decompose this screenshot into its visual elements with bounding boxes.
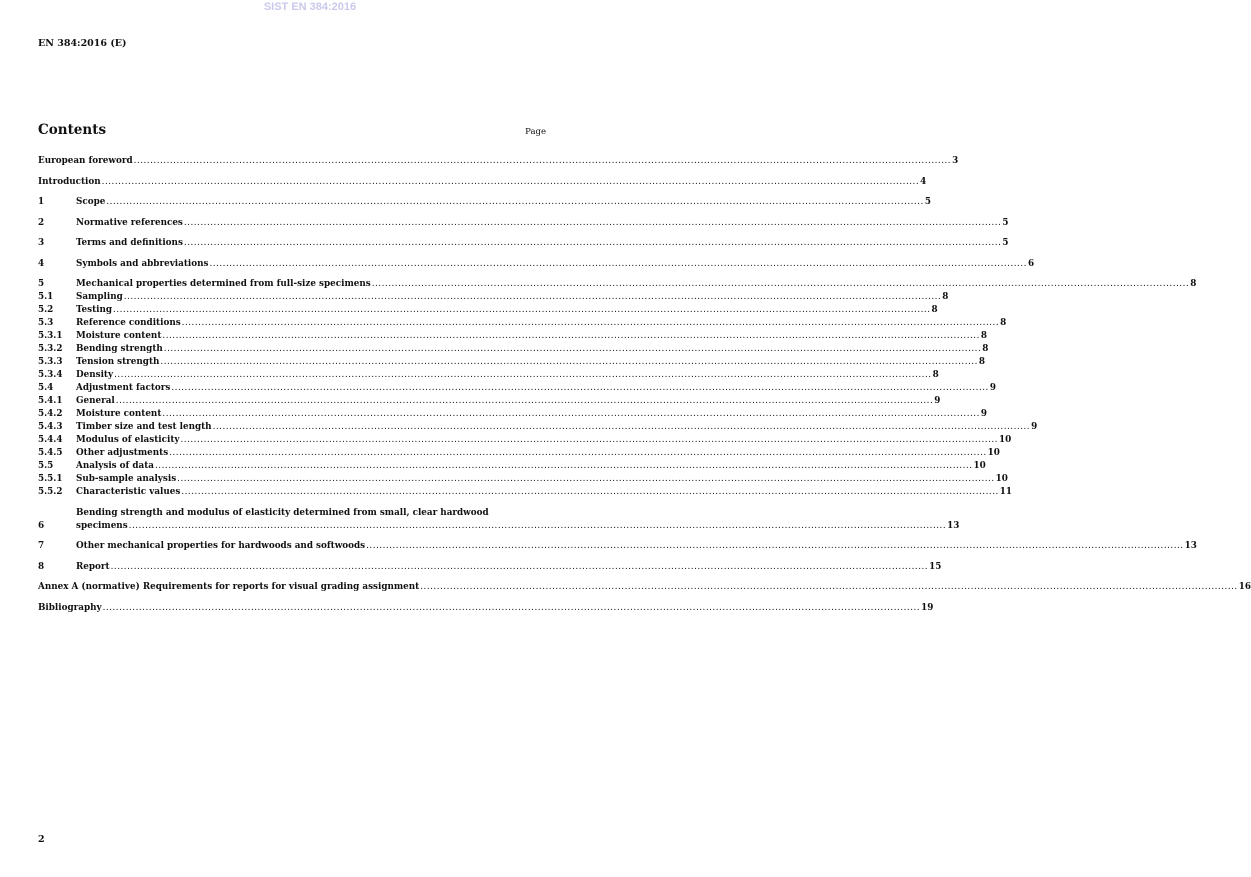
dot-leader — [169, 447, 986, 460]
toc-entry-title: Modulus of elasticity — [76, 435, 180, 445]
dot-leader — [184, 217, 1001, 230]
toc-entry-page: 13 — [1184, 541, 1197, 551]
toc-entry-number: 8 — [38, 561, 45, 572]
toc-entry-page: 8 — [1190, 279, 1197, 289]
toc-entry[interactable] — [38, 434, 1012, 447]
toc-entry-title: Tension strength — [76, 357, 160, 367]
toc-entry-title: Bending strength and modulus of elasticity determined from small, clear hardwood — [76, 507, 489, 518]
toc-entry-title: Testing — [76, 305, 113, 315]
toc-entry-title: Mechanical properties determined from full-size specimens — [76, 279, 371, 289]
toc-entry-page: 8 — [932, 370, 939, 380]
toc-entry-title: Scope — [76, 197, 106, 207]
dot-leader — [111, 561, 928, 574]
document-id: EN 384:2016 (E) — [38, 38, 127, 49]
table-of-contents — [38, 155, 1251, 615]
toc-entry-number: 5.5 — [38, 461, 54, 471]
toc-entry-number: 5.3.1 — [38, 331, 63, 341]
toc-entry-page: 8 — [1000, 318, 1007, 328]
toc-entry[interactable] — [38, 382, 996, 395]
dot-leader — [181, 434, 998, 447]
toc-entry-number: 7 — [38, 541, 45, 551]
toc-entry-title: Moisture content — [76, 331, 162, 341]
toc-entry-number: 4 — [38, 258, 45, 269]
dot-leader — [162, 408, 979, 421]
toc-entry[interactable] — [38, 561, 942, 574]
toc-entry-number: 5.4.5 — [38, 448, 63, 458]
toc-entry-number: 5.4 — [38, 383, 54, 393]
toc-entry-page: 13 — [947, 520, 960, 531]
toc-entry-number: 3 — [38, 238, 45, 248]
toc-entry-page: 19 — [921, 602, 934, 613]
toc-entry-number: 5.3.4 — [38, 370, 63, 380]
toc-entry-number: 5.5.2 — [38, 487, 63, 497]
toc-entry[interactable] — [38, 278, 1197, 291]
toc-entry-page: 3 — [952, 156, 959, 166]
toc-entry-title: Sampling — [76, 292, 123, 302]
toc-entry-page: 10 — [995, 474, 1008, 484]
dot-leader — [184, 237, 1001, 250]
toc-entry-title: Characteristic values — [76, 487, 181, 497]
toc-entry-page: 5 — [924, 197, 931, 207]
dot-leader — [164, 343, 981, 356]
toc-entry-page: 8 — [980, 331, 988, 341]
toc-entry-number: 2 — [38, 217, 45, 228]
toc-entry-title: General — [76, 396, 115, 406]
dot-leader — [162, 330, 979, 343]
toc-entry-page: 8 — [982, 344, 989, 354]
toc-entry-page: 9 — [934, 396, 941, 406]
dot-leader — [177, 473, 994, 486]
toc-entry-number: 1 — [38, 197, 45, 207]
toc-entry-title: Annex A (normative) Requirements for reports for visual grading assignment — [38, 582, 420, 592]
dot-leader — [182, 317, 999, 330]
toc-entry-title: Terms and definitions — [76, 238, 183, 248]
toc-entry[interactable] — [38, 602, 934, 615]
toc-entry-page: 4 — [920, 176, 927, 187]
contents-heading: Contents — [38, 122, 107, 138]
toc-entry-page: 8 — [942, 292, 949, 302]
toc-entry-number: 5.4.3 — [38, 422, 63, 432]
toc-entry-number: 5.3.3 — [38, 357, 63, 367]
toc-entry-title: Timber size and test length — [76, 422, 212, 432]
toc-entry[interactable] — [38, 369, 939, 382]
toc-entry-title: European foreword — [38, 156, 133, 166]
dot-leader — [372, 278, 1189, 291]
toc-entry-title: Analysis of data — [76, 461, 155, 471]
toc-entry[interactable] — [38, 258, 1035, 271]
dot-leader — [155, 460, 972, 473]
toc-entry-number: 5.4.2 — [38, 409, 63, 419]
toc-entry[interactable] — [38, 507, 960, 533]
toc-entry-page: 6 — [1027, 258, 1035, 269]
toc-entry-page: 8 — [931, 305, 938, 315]
watermark: SIST EN 384:2016 — [263, 1, 357, 13]
toc-entry-page: 10 — [987, 448, 1000, 458]
toc-entry-page: 16 — [1238, 582, 1251, 592]
toc-entry-number: 5.3 — [38, 318, 54, 328]
toc-entry-title: Symbols and abbreviations — [76, 258, 209, 269]
toc-entry[interactable] — [38, 155, 959, 168]
dot-leader — [209, 258, 1026, 271]
dot-leader — [420, 581, 1237, 594]
toc-entry-number: 6 — [38, 520, 45, 531]
toc-entry[interactable] — [38, 217, 1009, 230]
dot-leader — [103, 602, 920, 615]
toc-entry-number: 5.4.4 — [38, 435, 63, 445]
toc-entry-page: 5 — [1002, 217, 1009, 228]
toc-entry[interactable] — [38, 408, 988, 421]
dot-leader — [171, 382, 988, 395]
dot-leader — [116, 395, 933, 408]
toc-entry-page: 9 — [1031, 422, 1038, 432]
dot-leader — [113, 304, 930, 317]
dot-leader — [213, 421, 1030, 434]
toc-entry-page: 15 — [929, 561, 942, 572]
toc-entry-page: 8 — [978, 357, 986, 367]
toc-entry-title: Moisture content — [76, 409, 162, 419]
toc-entry[interactable] — [38, 421, 1038, 434]
toc-entry[interactable] — [38, 395, 941, 408]
toc-entry-title: Report — [76, 561, 110, 572]
toc-entry-title: Introduction — [38, 176, 101, 187]
dot-leader — [366, 540, 1183, 553]
toc-entry-page: 9 — [989, 383, 996, 393]
dot-leader — [124, 291, 941, 304]
dot-leader — [160, 356, 977, 369]
dot-leader — [134, 155, 951, 168]
page-column-label: Page — [525, 127, 546, 137]
toc-entry-page: 5 — [1002, 238, 1009, 248]
toc-entry-title: Reference conditions — [76, 318, 181, 328]
toc-entry-number: 5.2 — [38, 305, 54, 315]
dot-leader — [102, 176, 919, 189]
toc-entry[interactable] — [38, 581, 1251, 594]
toc-entry-title: Other mechanical properties for hardwoods and softwoods — [76, 541, 366, 551]
toc-entry[interactable] — [38, 196, 931, 209]
toc-entry-title: Normative references — [76, 217, 183, 228]
toc-entry-title: Sub-sample analysis — [76, 474, 177, 484]
toc-entry-page: 10 — [973, 461, 986, 471]
toc-entry[interactable] — [38, 447, 1000, 460]
toc-entry-number: 5 — [38, 279, 45, 289]
toc-entry[interactable] — [38, 237, 1009, 250]
toc-entry[interactable] — [38, 343, 989, 356]
toc-entry[interactable] — [38, 304, 938, 317]
toc-entry[interactable] — [38, 473, 1008, 486]
toc-entry-title: Adjustment factors — [76, 383, 171, 393]
toc-entry-number: 5.4.1 — [38, 396, 63, 406]
toc-entry-title: Other adjustments — [76, 448, 169, 458]
toc-entry-number: 5.1 — [38, 292, 54, 302]
toc-entry-page: 11 — [999, 487, 1013, 497]
toc-entry-title-continued: specimens — [76, 520, 128, 531]
toc-entry[interactable] — [38, 540, 1197, 553]
dot-leader — [129, 520, 946, 533]
dot-leader — [114, 369, 931, 382]
toc-entry[interactable] — [38, 317, 1007, 330]
toc-entry-number: 5.5.1 — [38, 474, 63, 484]
toc-entry-page: 10 — [998, 435, 1012, 445]
toc-entry-title: Bibliography — [38, 602, 102, 613]
page-number: 2 — [38, 834, 45, 845]
toc-entry-page: 9 — [980, 409, 988, 419]
toc-entry[interactable] — [38, 291, 949, 304]
toc-entry[interactable] — [38, 330, 988, 343]
toc-entry[interactable] — [38, 486, 1013, 499]
toc-entry[interactable] — [38, 460, 986, 473]
dot-leader — [106, 196, 923, 209]
toc-entry[interactable] — [38, 176, 927, 189]
toc-entry-title: Bending strength — [76, 344, 163, 354]
dot-leader — [181, 486, 998, 499]
toc-entry-number: 5.3.2 — [38, 344, 63, 354]
toc-entry-title: Density — [76, 370, 114, 380]
toc-entry[interactable] — [38, 356, 986, 369]
